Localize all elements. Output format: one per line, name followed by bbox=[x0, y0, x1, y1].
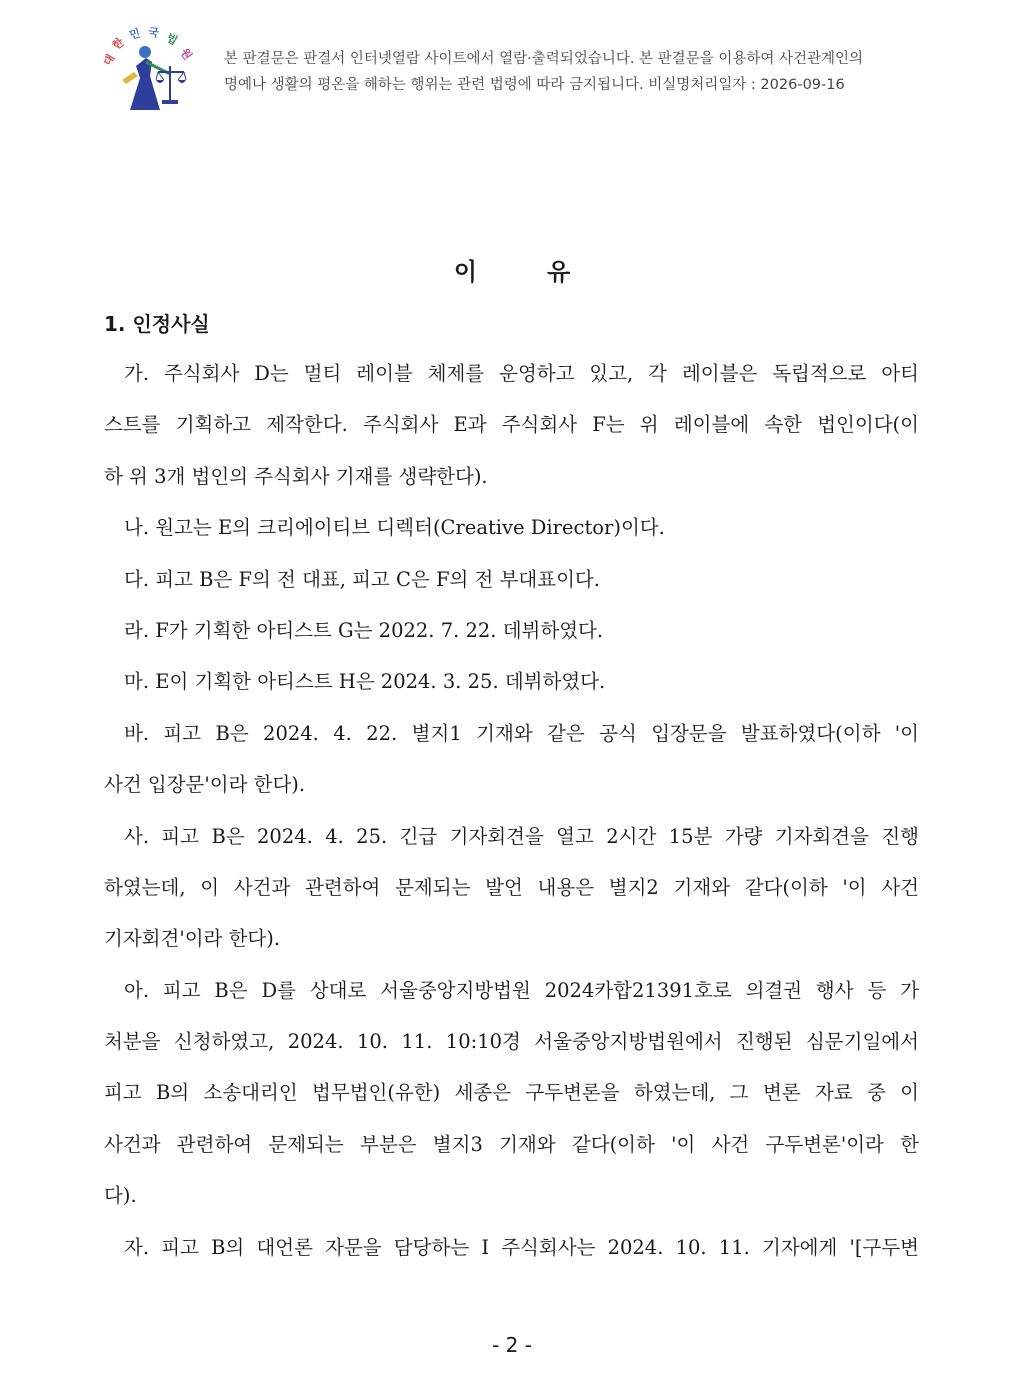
body-line: 라. F가 기획한 아티스트 G는 2022. 7. 22. 데뷔하였다. bbox=[124, 618, 604, 642]
svg-text:법: 법 bbox=[164, 31, 180, 48]
document-header bbox=[100, 22, 930, 118]
body-line: 하 위 3개 법인의 주식회사 기재를 생략한다). bbox=[104, 464, 488, 488]
court-logo-icon bbox=[100, 22, 212, 116]
body-line: 사건 입장문'이라 한다). bbox=[104, 773, 306, 797]
svg-text:대: 대 bbox=[101, 52, 118, 68]
body-line: 사건과 관련하여 문제되는 부분은 별지3 기재와 같다(이하 '이 사건 구두변론'이라 한 bbox=[104, 1132, 919, 1156]
svg-text:국: 국 bbox=[147, 25, 160, 40]
body-line: 마. E이 기획한 아티스트 H은 2024. 3. 25. 데뷔하였다. bbox=[124, 670, 606, 694]
svg-text:민: 민 bbox=[128, 26, 142, 42]
body-line: 다. 피고 B은 F의 전 대표, 피고 C은 F의 전 부대표이다. bbox=[124, 567, 600, 591]
body-line: 자. 피고 B의 대언론 자문을 담당하는 I 주식회사는 2024. 10. 11. 기자에게 '[구두변 bbox=[124, 1235, 919, 1259]
body-line: 처분을 신청하였고, 2024. 10. 11. 10:10경 서울중앙지방법원에서 진행된 심문기일에서 bbox=[104, 1030, 919, 1054]
body-line: 아. 피고 B은 D를 상대로 서울중앙지방법원 2024카합21391호로 의결권 행사 등 가 bbox=[124, 978, 919, 1002]
body-line: 가. 주식회사 D는 멀티 레이블 체제를 운영하고 있고, 각 레이블은 독립적으로 아티 bbox=[124, 362, 919, 385]
svg-text:원: 원 bbox=[177, 46, 195, 63]
body-line: 사. 피고 B은 2024. 4. 25. 긴급 기자회견을 열고 2시간 15분 가량 기자회견을 진행 bbox=[124, 824, 919, 848]
heading-char-2: 유 bbox=[547, 257, 571, 286]
body-line: 바. 피고 B은 2024. 4. 22. 별지1 기재와 같은 공식 입장문을 발표하였다(이하 '이 bbox=[124, 721, 919, 745]
notice-line-1: 본 판결문은 판결서 인터넷열람 사이트에서 열람·출력되었습니다. 본 판결문을 이용하여 사건관계인의 bbox=[224, 51, 863, 67]
body-line: 하였는데, 이 사건과 관련하여 문제되는 발언 내용은 별지2 기재와 같다(이하 '이 사건 bbox=[104, 875, 919, 899]
body-line: 기자회견'이라 한다). bbox=[104, 927, 281, 951]
document-body bbox=[104, 348, 919, 1273]
body-line: 스트를 기획하고 제작한다. 주식회사 E과 주식회사 F는 위 레이블에 속한 법인이다(이 bbox=[104, 413, 919, 437]
svg-text:한: 한 bbox=[109, 35, 127, 53]
heading-char-1: 이 bbox=[453, 257, 477, 286]
body-line: 다). bbox=[104, 1184, 137, 1208]
body-line: 피고 B의 소송대리인 법무법인(유한) 세종은 구두변론을 하였는데, 그 변론 자료 중 이 bbox=[104, 1081, 919, 1105]
body-line: 나. 원고는 E의 크리에이티브 디렉터(Creative Director)이다. bbox=[124, 516, 665, 540]
privacy-notice bbox=[224, 46, 924, 98]
section-title: 1. 인정사실 bbox=[104, 312, 210, 336]
document-heading bbox=[0, 252, 1024, 287]
page-number: - 2 - bbox=[492, 1333, 532, 1357]
notice-line-2: 명예나 생활의 평온을 해하는 행위는 관련 법령에 따라 금지됩니다. 비실명처리일자 : 2026-09-16 bbox=[224, 77, 845, 93]
